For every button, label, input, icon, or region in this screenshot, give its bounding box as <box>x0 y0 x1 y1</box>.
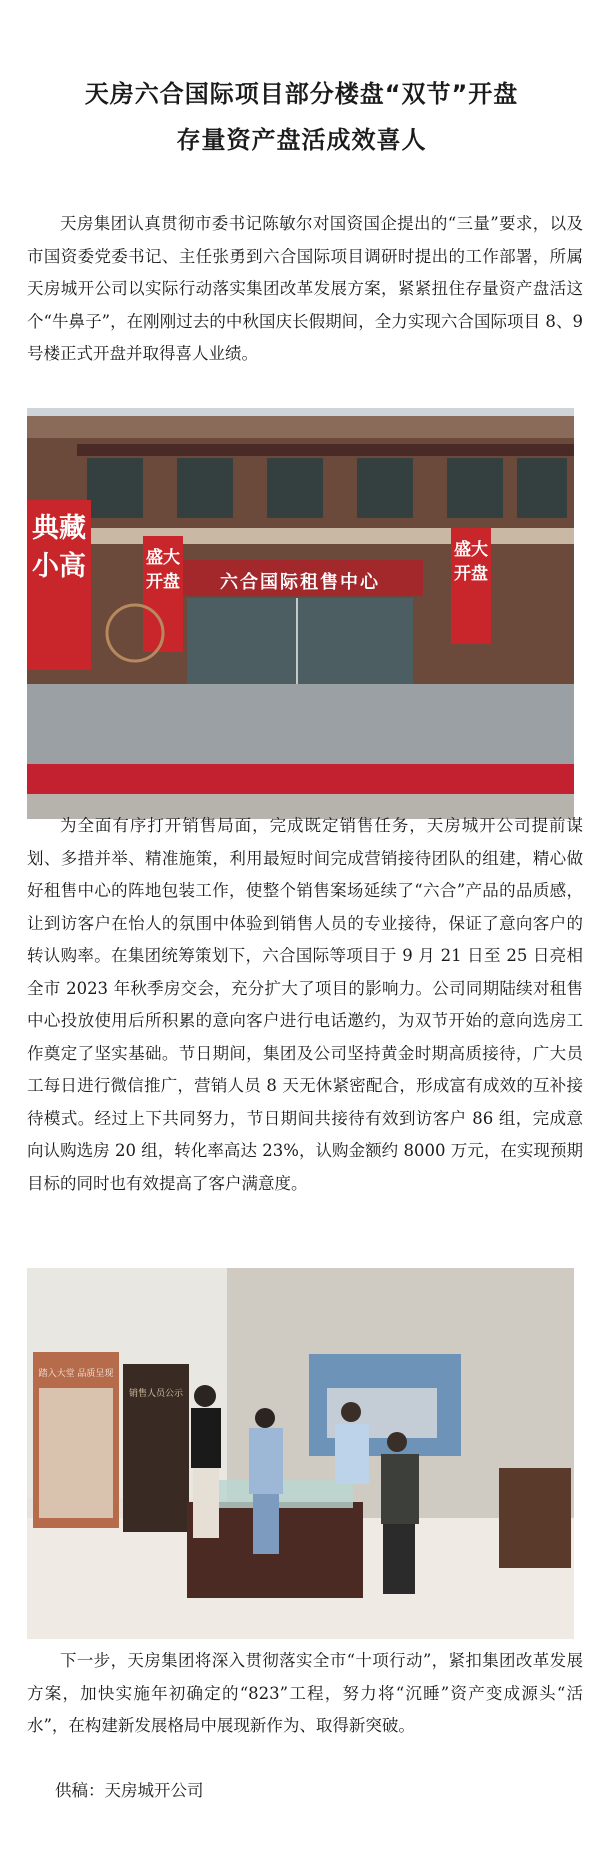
window-4 <box>357 458 413 518</box>
poster-left-inner <box>39 1388 113 1518</box>
window-2 <box>177 458 233 518</box>
awning-row <box>77 444 574 456</box>
cabinet-right <box>499 1468 571 1568</box>
person-2-legs <box>253 1494 279 1554</box>
stone-band <box>27 528 574 544</box>
paragraph-intro: 天房集团认真贯彻市委书记陈敏尔对国资国企提出的“三量”要求，以及市国资委党委书记、主任张勇到六合国际项目调研时提出的工作部署，所属天房城开公司以实际行动落实集团改革发展方案，紧紧扭住存量资产盘活这个“牛鼻子”，在刚刚过去的中秋国庆长假期间，全力实现六合国际项目 8、9 号楼正式开盘并取得喜人业绩。 <box>27 214 583 363</box>
person-1-legs <box>193 1468 219 1538</box>
poster-mid-text: 销售人员公示 <box>128 1389 183 1399</box>
paragraph-sales-effort: 为全面有序打开销售局面，完成既定销售任务，天房城开公司提前谋划、多措并举、精准施策，利用最短时间完成营销接待团队的组建，精心做好租售中心的阵地包装工作，使整个销售案场延续了“六合”产品的品质感，让到访客户在怡人的氛围中体验到销售人员的专业接待，保证了意向客户的转认购率。在集团统筹策划下，六合国际等项目于 9 月 21 日至 25 日亮相全市 2023 年秋季房交会，充分扩大了项目的影响力。公司同期陆续对租售中心投放使用后所积累的意向客户进行电话邀约，为双节开始的意向选房工作奠定了坚实基础。节日期间，集团及公司坚持黄金时期高质接待，广大员工每日进行微信推广，营销人员 8 天无休紧密配合，形成富有成效的互补接待模式。经过上下共同努力，节日期间共接待有效到访客户 86 组，完成意向认购选房 20 组，转化率高达 23%，认购金额约 8000 万元，在实现预期目标的同时也有效提高了客户满意度。 <box>27 816 583 1193</box>
article-source: 供稿：天房城开公司 <box>55 1781 204 1800</box>
person-2-head <box>255 1408 275 1428</box>
sales-reception-illustration <box>27 1268 574 1639</box>
signboard-text: 六合国际租售中心 <box>220 572 380 593</box>
sales-center-illustration <box>27 408 574 819</box>
building-cornice <box>27 416 574 438</box>
window-5 <box>447 458 503 518</box>
person-4-legs <box>383 1524 415 1594</box>
person-3-body <box>335 1424 369 1484</box>
article-title-line1: 天房六合国际项目部分楼盘“双节”开盘 <box>84 80 519 108</box>
window-3 <box>267 458 323 518</box>
paragraph-next-steps: 下一步，天房集团将深入贯彻落实全市“十项行动”，紧扣集团改革发展方案，加快实施年初确定的“823”工程，努力将“沉睡”资产变成源头“活水”，在构建新发展格局中展现新作为、取得新突破。 <box>27 1651 583 1735</box>
article-title-line2: 存量资产盘活成效喜人 <box>176 126 427 154</box>
window-6 <box>517 458 567 518</box>
poster-left-text: 踏入大堂 品质呈现 <box>38 1369 114 1379</box>
photo-sales-reception <box>27 1268 574 1639</box>
glass-storefront <box>187 598 413 684</box>
person-3-head <box>341 1402 361 1422</box>
person-1-body <box>191 1408 221 1468</box>
banner-left-text: 典藏小高 <box>32 513 86 582</box>
person-2-body <box>249 1428 283 1494</box>
person-4-head <box>387 1432 407 1452</box>
photo-sales-center <box>27 408 574 819</box>
banner-mid-text: 盛大开盘 <box>146 548 180 592</box>
banner-right-text: 盛大开盘 <box>454 540 488 584</box>
red-flower-bed <box>27 764 574 794</box>
person-1-head <box>194 1385 216 1407</box>
plaza-ground <box>27 684 574 764</box>
person-4-body <box>381 1454 419 1524</box>
window-1 <box>87 458 143 518</box>
